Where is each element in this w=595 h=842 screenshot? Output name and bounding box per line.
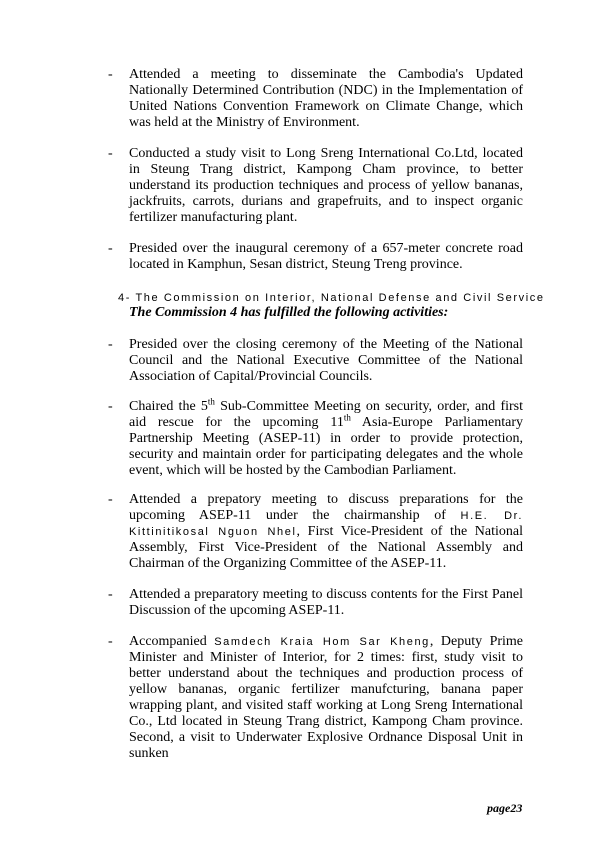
- text-run: Chaired the 5: [129, 399, 208, 414]
- ordinal-suffix: th: [343, 412, 351, 423]
- list-item-text: Presided over the closing ceremony of the Meeting of the National Council and the National Executive Committee of the National Association of Capital/Provincial Councils.: [129, 337, 523, 384]
- bullet-dash: -: [108, 337, 113, 352]
- list-item-text: [129, 396, 524, 479]
- bullet-dash: -: [108, 241, 113, 256]
- bullet-dash: -: [108, 492, 113, 507]
- page-number: page23: [487, 801, 523, 815]
- ordinal-suffix: th: [207, 396, 215, 407]
- bullet-dash: -: [108, 399, 113, 414]
- list-item-text: Presided over the inaugural ceremony of a 657-meter concrete road located in Kamphun, Sesan district, Steung Treng province.: [129, 241, 523, 272]
- list-item-text: Conducted a study visit to Long Sreng International Co.Ltd, located in Steung Trang district, Kampong Cham province, to better understand its production techniques and process of yellow bananas, jackfruits, carrots, durians and grapefruits, and to inspect organic fertilizer manufacturing plant.: [129, 146, 523, 225]
- text-run: , First Vice-President of the National Assembly, First Vice-President of the National Assembly and Chairman of the Organizing Committee of the ASEP-11.: [129, 524, 524, 571]
- text-run: Accompanied: [129, 634, 215, 649]
- list-item-text: [129, 492, 523, 572]
- person-name: Samdech Kraia Hom Sar Kheng: [214, 636, 430, 648]
- bullet-dash: -: [108, 146, 113, 161]
- list-item-text: [129, 634, 523, 762]
- bullet-dash: -: [108, 634, 113, 649]
- section-subheading: The Commission 4 has fulfilled the following activities:: [129, 305, 449, 320]
- list-item-text: Attended a preparatory meeting to discuss contents for the First Panel Discussion of the upcoming ASEP-11.: [129, 587, 523, 618]
- bullet-dash: -: [108, 67, 113, 82]
- list-item-text: Attended a meeting to disseminate the Cambodia's Updated Nationally Determined Contribution (NDC) in the Implementation of United Nations Convention Framework on Climate Change, which was held at the Ministry of Environment.: [129, 67, 523, 130]
- text-run: Attended a prepatory meeting to discuss preparations for the upcoming ASEP-11 under the chairmanship of: [129, 492, 523, 523]
- text-run: Asia-Europe Parliamentary Partnership Meeting (ASEP-11) in order to provide protection, security and maintain order for participating delegates and the whole event, which will be hosted by the Cambodian Parliament.: [129, 415, 523, 478]
- text-run: , Deputy Prime Minister and Minister of Interior, for 2 times: first, study visit to better understand about the techniques and production process of yellow bananas, organic fertilizer manufcturing, banana paper wrapping plant, and visited staff working at Long Sreng International Co., Ltd located in Steung Trang district, Kampong Cham province. Second, a visit to Underwater Explosive Ordnance Disposal Unit in sunken: [129, 634, 524, 761]
- bullet-dash: -: [108, 587, 113, 602]
- text-run: Sub-Committee Meeting on security, order, and first aid rescue for the upcoming 11: [129, 399, 524, 430]
- section-heading: 4- The Commission on Interior, National Defense and Civil Service: [118, 292, 545, 304]
- person-name: H.E. Dr. Kittinitikosal Nguon Nhel: [129, 510, 523, 538]
